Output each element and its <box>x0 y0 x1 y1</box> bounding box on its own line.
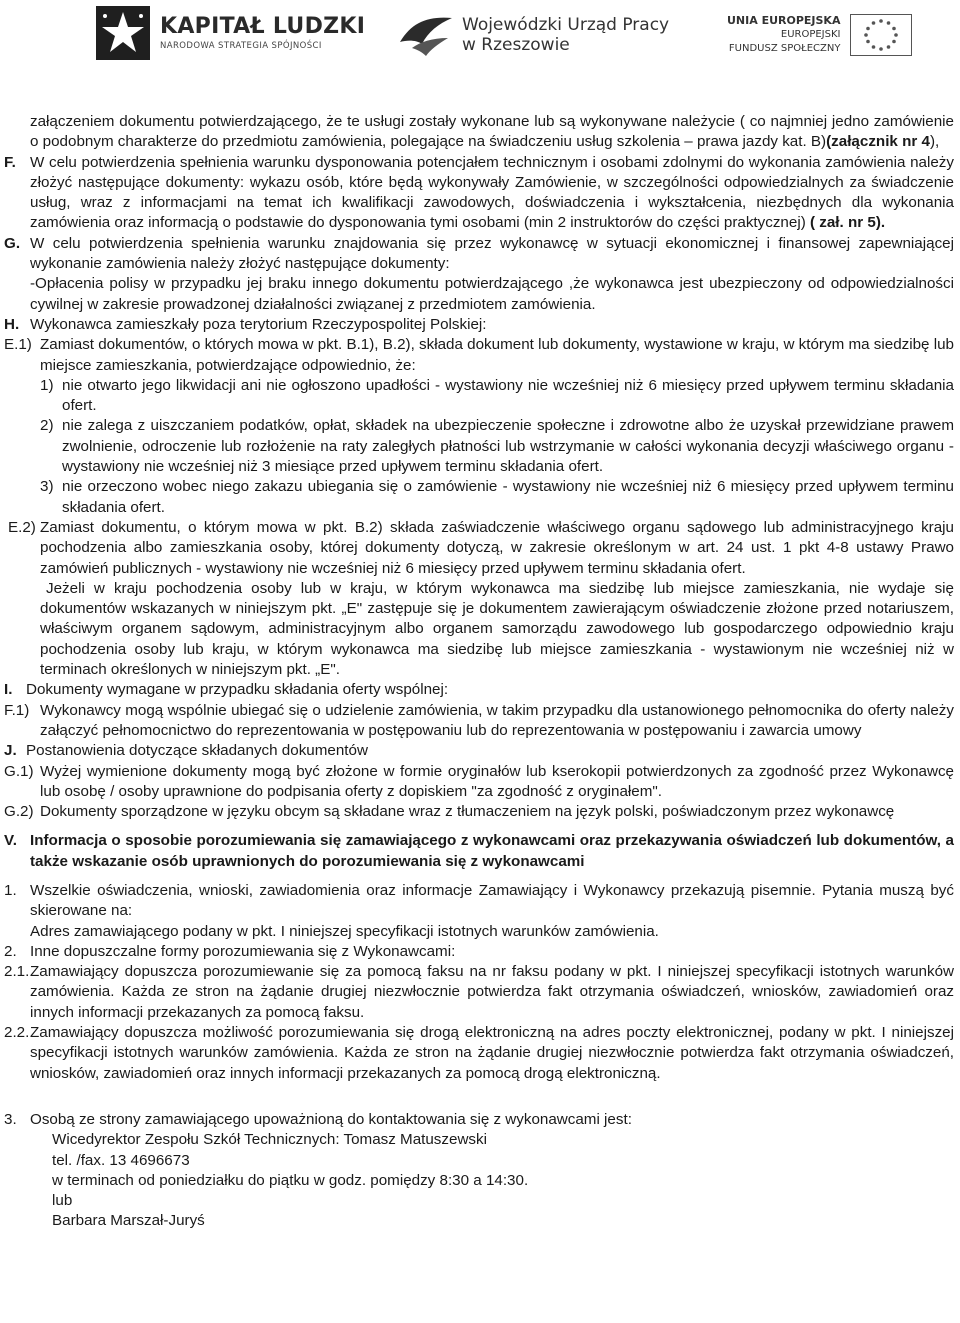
section-f <box>0 153 960 234</box>
section-g-text: W celu potwierdzenia spełnienia warunku znajdowania się przez wykonawcę w sytuacji ekonomicznej i finansowej zapewniającej wykonanie zamówienia należy złożyć następujące dokumenty: <box>30 234 954 273</box>
section-e1-text: Zamiast dokumentów, o których mowa w pkt. B.1), B.2), składa dokument lub dokumenty, wystawione w kraju, w którym ma siedzibę lub miejsce zamieszkania, potwierdzające odpowiednio, że: <box>40 336 954 374</box>
point-2-2 <box>0 1023 960 1084</box>
section-f1-text: Wykonawcy mogą wspólnie ubiegać się o udzielenie zamówienia, w takim przypadku dla ustanowionego pełnomocnika do oferty należy załączyć pełnomocnictwo do reprezentowania w postępowaniu lub do reprezentowania w postępowaniu i zawarcia umowy <box>40 701 954 739</box>
section-v-text: Informacja o sposobie porozumiewania się zamawiającego z wykonawcami oraz przekazywania oświadczeń lub dokumentów, a także wskazanie osób uprawnionych do porozumiewania się z wykonawcami <box>30 832 954 870</box>
section-i-label: I. <box>4 681 13 699</box>
kapital-ludzki-logo <box>96 6 365 60</box>
point-1-label: 1. <box>4 881 17 899</box>
section-e2-text: Zamiast dokumentu, o którym mowa w pkt. B.2) składa zaświadczenie właściwego organu sądowego lub administracyjnego kraju pochodzenia albo zamieszkania osoby, której dokumenty dotyczą, w zakresie określonym w art. 24 ust. 1 pkt 4-8 ustawy Prawo zamówień publicznych - wystawiony nie wcześniej niż 6 miesięcy przed upływem terminu składania ofert. <box>40 518 954 577</box>
section-g <box>0 234 960 275</box>
wup-name-line1: Wojewódzki Urząd Pracy <box>462 15 670 35</box>
section-g-label: G. <box>4 234 21 252</box>
section-e1-item3-text: nie orzeczono wobec niego zakazu ubiegania się o zamówienie - wystawiony nie wcześniej niż 6 miesięcy przed upływem terminu składania ofert. <box>62 478 954 516</box>
contact-person-1: Wicedyrektor Zespołu Szkół Technicznych: Tomasz Matuszewski <box>52 1131 487 1149</box>
point-1-text: Wszelkie oświadczenia, wnioski, zawiadomienia oraz informacje Zamawiający i Wykonawcy przekazują pisemnie. Pytania muszą być skierowane na: <box>30 881 954 920</box>
section-e2-label: E.2) <box>8 518 36 536</box>
point-1-sub <box>0 922 960 942</box>
point-3-text: Osobą ze strony zamawiającego upoważnioną do kontaktowania się z wykonawcami jest: <box>30 1110 632 1128</box>
point-3-label: 3. <box>4 1110 17 1128</box>
eu-line1: UNIA EUROPEJSKA <box>727 14 841 27</box>
eu-line3: FUNDUSZ SPOŁECZNY <box>728 43 841 54</box>
section-g-sub <box>0 274 960 315</box>
section-e2-note-text: Jeżeli w kraju pochodzenia osoby lub w kraju, w którym wykonawca ma siedzibę lub miejsce zamieszkania, nie wydaje się dokumentów wskazanych w niniejszym pkt. „E" zastępuje się je dokumentem zawierającym oświadczenie złożone przed notariuszem, właściwym organem sądowym, administracyjnym albo organem samorządu zawodowego lub gospodarczego odpowiednio kraju pochodzenia osoby lub kraju, w którym wykonawca ma siedzibę lub miejsce zamieszkania - wystawionym nie wcześniej niż w terminach określonych w niniejszym pkt. „E". <box>40 579 954 679</box>
section-e1-item3-label: 3) <box>40 478 54 496</box>
section-g1-text: Wyżej wymienione dokumenty mogą być złożone w formie oryginałów lub kserokopii potwierdzonych za zgodność przez Wykonawcę lub osobę / osoby uprawnione do podpisania oferty z dopiskiem "za zgodność z oryginałem". <box>40 762 954 800</box>
contact-hours: w terminach od poniedziałku do piątku w godz. pomiędzy 8:30 a 14:30. <box>52 1171 529 1189</box>
section-j-text: Postanowienia dotyczące składanych dokumentów <box>26 742 368 760</box>
section-g2-label: G.2) <box>4 803 34 821</box>
section-f1-label: F.1) <box>4 701 30 719</box>
eu-flag-icon <box>850 14 912 56</box>
section-e1 <box>0 335 960 376</box>
point-2-text: Inne dopuszczalne formy porozumiewania się z Wykonawcami: <box>30 942 456 960</box>
section-h-text: Wykonawca zamieszkały poza terytorium Rzeczypospolitej Polskiej: <box>30 315 487 333</box>
kapital-ludzki-subtitle: NARODOWA STRATEGIA SPÓJNOŚCI <box>160 41 322 51</box>
section-e1-item3 <box>0 477 960 518</box>
section-i-text: Dokumenty wymagane w przypadku składania oferty wspólnej: <box>26 681 449 699</box>
point-1-sub-text: Adres zamawiającego podany w pkt. I niniejszej specyfikacji istotnych warunków zamówienia. <box>30 922 659 940</box>
eu-logo <box>727 14 912 56</box>
document-body <box>0 112 960 1232</box>
section-v-heading <box>0 831 960 872</box>
section-e1-label: E.1) <box>4 336 32 354</box>
section-j-label: J. <box>4 742 17 760</box>
section-i <box>0 680 960 700</box>
eu-line2: EUROPEJSKI <box>780 29 841 40</box>
intro-attachment-ref: (załącznik nr 4 <box>826 133 930 151</box>
wup-rzeszow-logo <box>398 12 669 58</box>
point-3 <box>0 1110 960 1130</box>
section-e1-item2-label: 2) <box>40 417 54 435</box>
contact-or: lub <box>52 1192 73 1210</box>
point-2-2-text: Zamawiający dopuszcza możliwość porozumiewania się drogą elektroniczną na adres poczty elektronicznej, podany w pkt. I niniejszej specyfikacji istotnych warunków zamówienia. Każda ze stron na żądanie drugiej niezwłocznie potwierdza fakt otrzymania oświadczeń, wniosków, zawiadomień oraz innych informacji przekazanych za pomocą drogą elektroniczną. <box>30 1024 954 1082</box>
point-2-label: 2. <box>4 942 17 960</box>
section-e1-item2-text: nie zalega z uiszczaniem podatków, opłat, składek na ubezpieczenie społeczne i zdrowotne albo że uzyskał przewidziane prawem zwolnienie, odroczenie lub rozłożenie na raty zaległych płatności lub wstrzymanie w całości wykonania decyzji właściwego organu - wystawiony nie wcześniej niż 3 miesiące przed upływem terminu składania ofert. <box>62 417 954 476</box>
point-1 <box>0 881 960 922</box>
point-2-1 <box>0 962 960 1023</box>
contact-block <box>0 1130 960 1231</box>
intro-text: załączeniem dokumentu potwierdzającego, że te usługi zostały wykonane lub są wykonywane należycie ( co najmniej jedno zamówienie o podobnym charakterze do przedmiotu zamówienia, polegające na świadczeniu usług szkolenia – prawa jazdy kat. B) <box>30 113 954 151</box>
section-j <box>0 741 960 761</box>
intro-end: ), <box>929 133 940 151</box>
section-e1-item1 <box>0 376 960 417</box>
page-header <box>0 0 960 80</box>
point-2-1-text: Zamawiający dopuszcza porozumiewanie się za pomocą faksu na nr faksu podany w pkt. I niniejszej specyfikacji istotnych warunków zamówienia. Każda ze stron na żądanie drugiej niezwłocznie potwierdza fakt otrzymania oświadczeń, wniosków, zawiadomień oraz innych informacji przekazanych za pomocą faksu. <box>30 963 954 1021</box>
section-g2-text: Dokumenty sporządzone w języku obcym są składane wraz z tłumaczeniem na język polski, poświadczonym przez wykonawcę <box>40 803 895 821</box>
section-e1-item2 <box>0 416 960 477</box>
contact-phone: tel. /fax. 13 4696673 <box>52 1151 190 1169</box>
section-f-attachment-ref: ( zał. nr 5). <box>809 214 886 232</box>
intro-paragraph <box>0 112 960 153</box>
section-h <box>0 315 960 335</box>
section-e2 <box>0 518 960 579</box>
section-e1-item1-text: nie otwarto jego likwidacji ani nie ogłoszono upadłości - wystawiony nie wcześniej niż 6 miesięcy przed upływem terminu składania ofert. <box>62 376 954 415</box>
section-v-label: V. <box>4 832 17 850</box>
contact-person-2: Barbara Marszał-Juryś <box>52 1212 205 1230</box>
section-g2 <box>0 802 960 822</box>
point-2-1-label: 2.1. <box>4 963 30 981</box>
section-e2-note <box>0 579 960 680</box>
section-g1-label: G.1) <box>4 762 34 780</box>
wup-name-line2: w Rzeszowie <box>462 35 570 55</box>
section-e1-item1-label: 1) <box>40 376 54 394</box>
kapital-ludzki-title: KAPITAŁ LUDZKI <box>160 14 366 39</box>
wup-bird-icon <box>398 12 454 58</box>
section-f-text: W celu potwierdzenia spełnienia warunku dysponowania potencjałem technicznym i osobami zdolnymi do wykonania zamówienia należy złożyć następujące dokumenty: wykazu osób, które będą wykonywały Zamówienie, w szczególności odpowiedzialnych za świadczenie usług, wraz z informacjami na temat ich kwalifikacji zawodowych, doświadczenia i wykształcenia, niezbędnych dla wykonania zamówienia oraz informacją o podstawie do dysponowania tymi osobami (min 2 instruktorów do części praktycznej) <box>30 153 954 232</box>
section-h-label: H. <box>4 315 20 333</box>
section-g1 <box>0 762 960 803</box>
point-2-2-label: 2.2. <box>4 1024 30 1042</box>
section-f-label: F. <box>4 153 16 171</box>
point-2 <box>0 942 960 962</box>
section-f1 <box>0 701 960 742</box>
section-g-sub-text: -Opłacenia polisy w przypadku jej braku innego dokumentu potwierdzającego ,że wykonawca jest ubezpieczony od odpowiedzialności cywilnej w zakresie prowadzonej działalności związanej z przedmiotem zamówienia. <box>30 275 954 313</box>
kapital-ludzki-star-icon <box>96 6 150 60</box>
